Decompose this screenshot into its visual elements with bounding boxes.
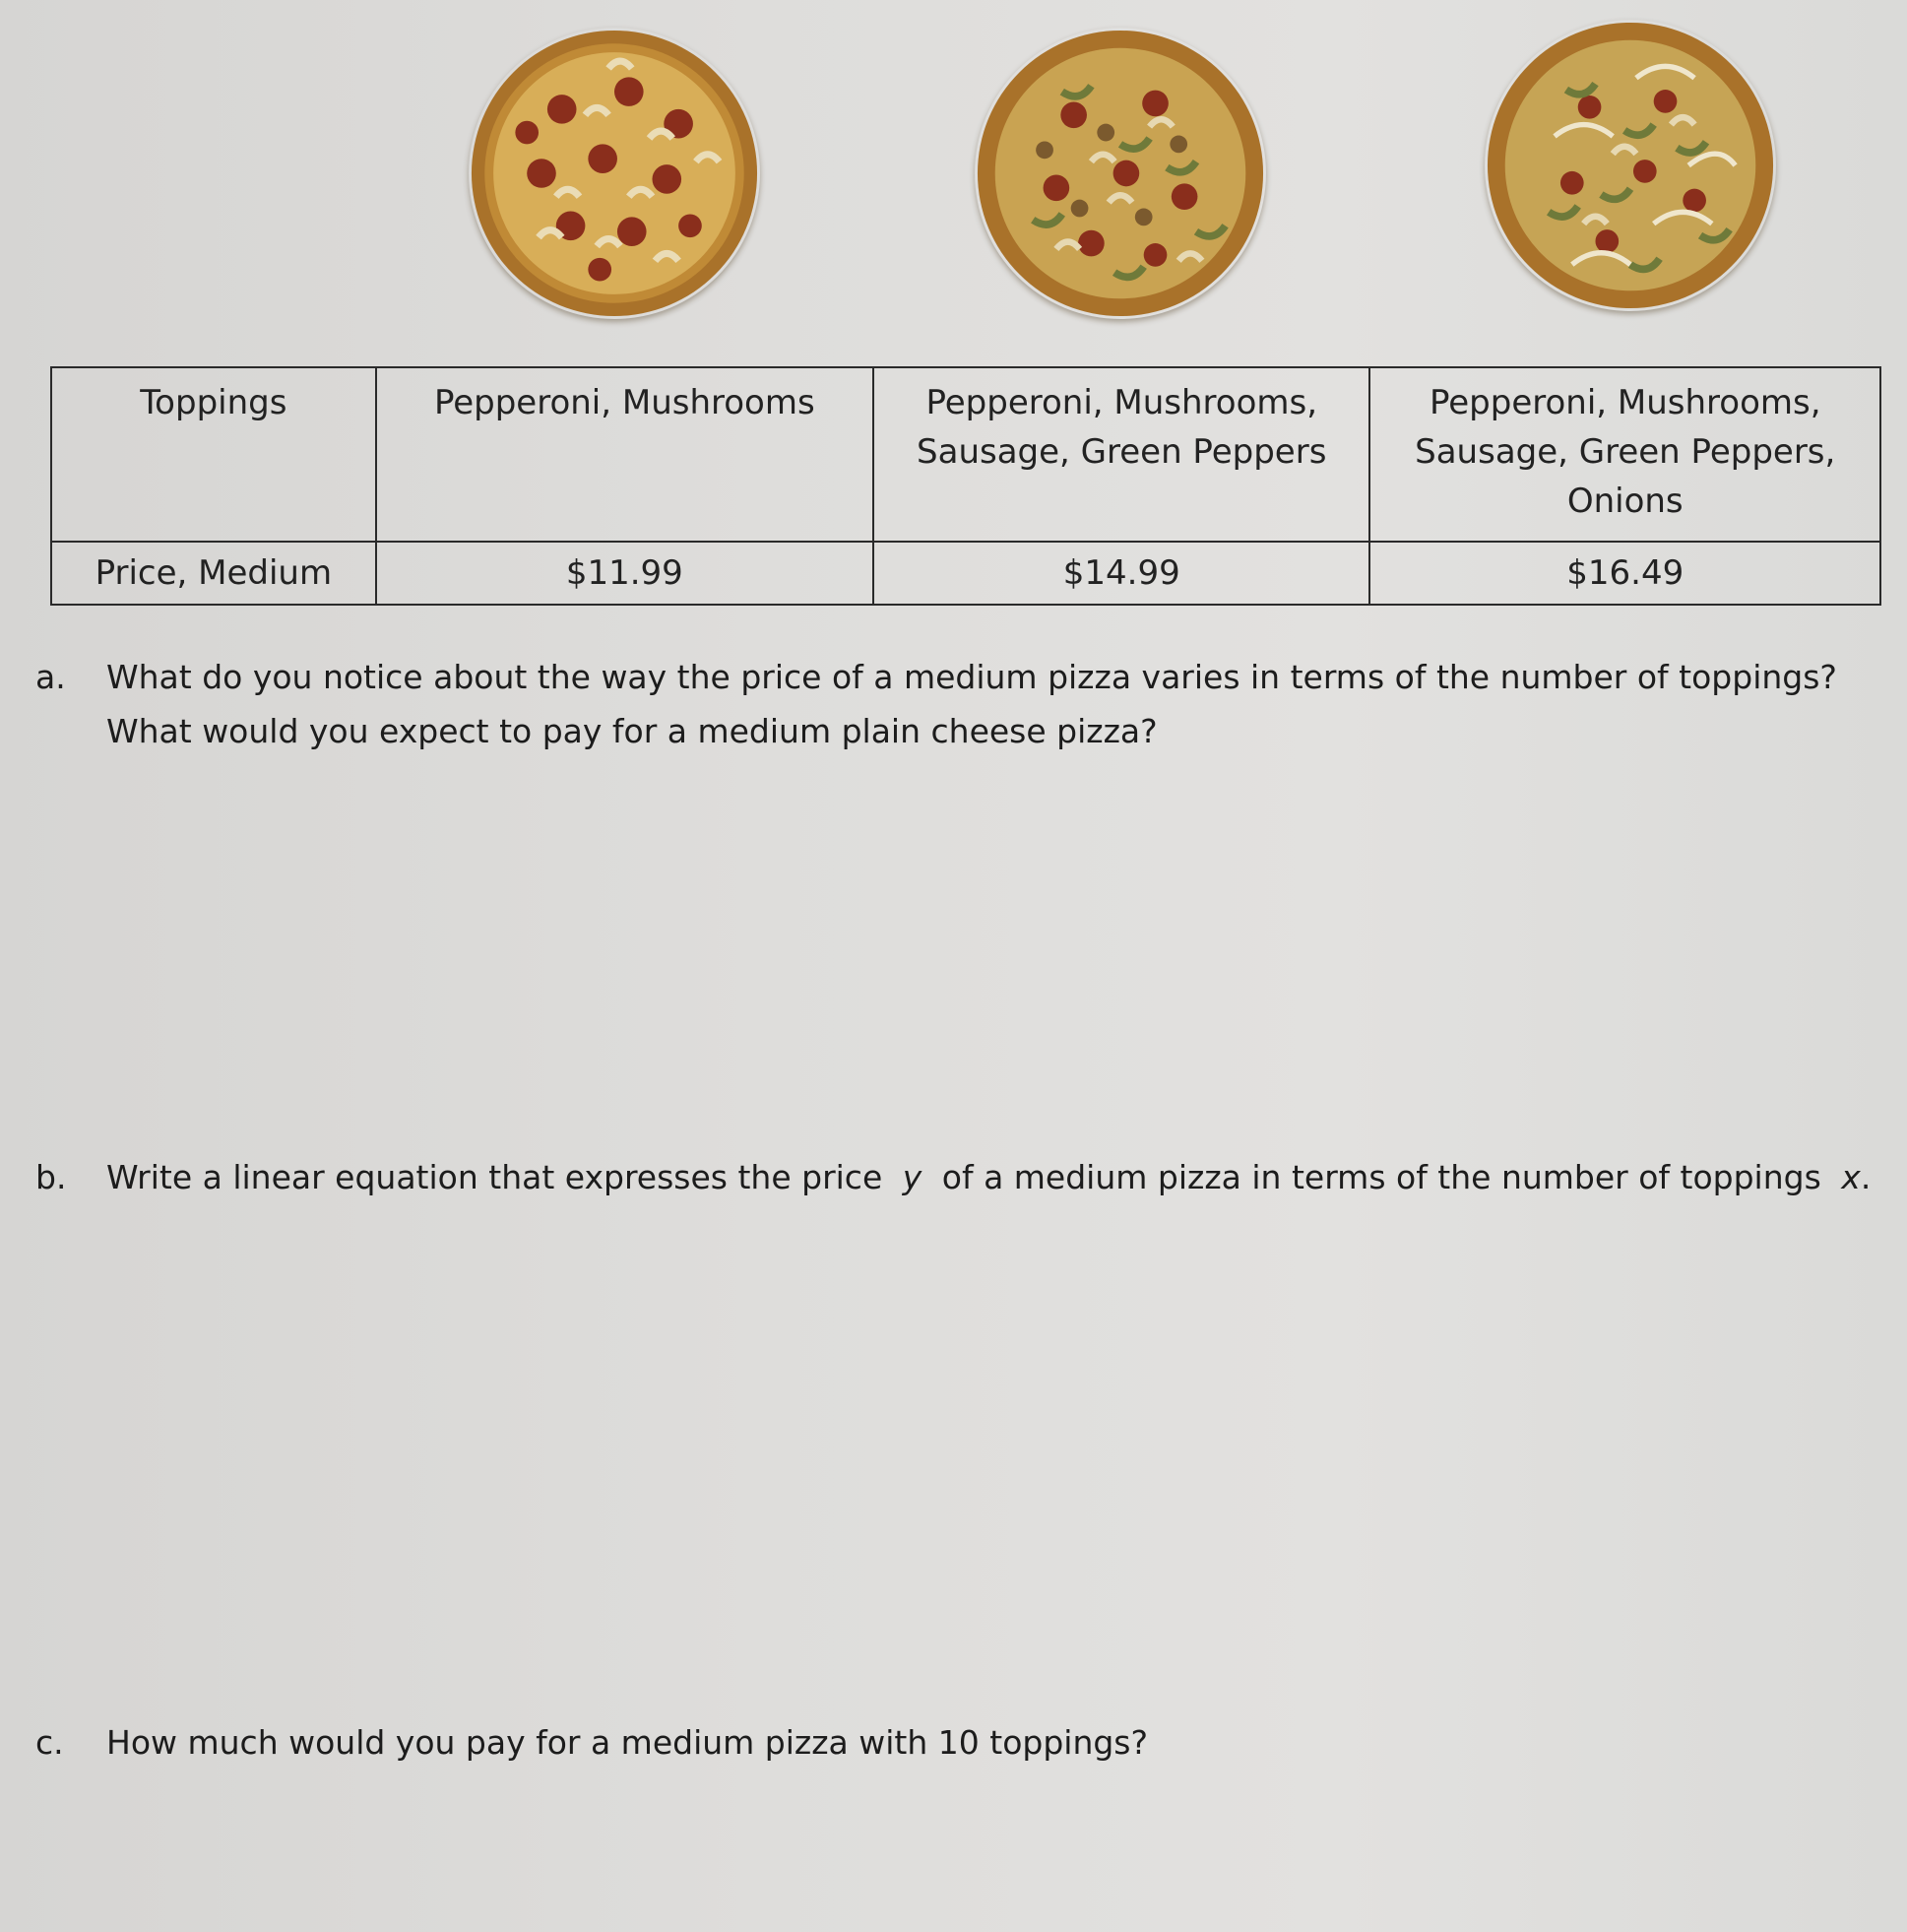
variable-x: x	[1841, 1158, 1861, 1196]
question-a-line2: What would you expect to pay for a medium plain cheese pizza?	[106, 712, 1158, 750]
pizza-five-topping-icon	[1485, 20, 1776, 311]
pizza-four-topping-icon	[975, 28, 1266, 319]
price-cell: $11.99	[376, 542, 873, 605]
toppings-cell: Pepperoni, Mushrooms, Sausage, Green Peppers, Onions	[1369, 367, 1880, 542]
question-a-line1: What do you notice about the way the price of a medium pizza varies in terms of the number of toppings?	[106, 658, 1837, 696]
table-row	[51, 367, 1880, 542]
table-row	[51, 542, 1880, 605]
row-header-toppings: Toppings	[51, 367, 376, 542]
question-b-text-middle: of a medium pizza in terms of the number of toppings	[941, 1158, 1821, 1196]
toppings-cell: Pepperoni, Mushrooms, Sausage, Green Peppers	[873, 367, 1370, 542]
question-c-text: How much would you pay for a medium pizza with 10 toppings?	[106, 1723, 1149, 1762]
question-letter: b.	[35, 1158, 67, 1196]
question-b-text-start: Write a linear equation that expresses the price	[106, 1158, 883, 1196]
pizza-pepperoni-mushroom-icon	[469, 28, 760, 319]
question-letter: c.	[35, 1723, 64, 1762]
row-header-price: Price, Medium	[51, 542, 376, 605]
question-letter: a.	[35, 658, 66, 696]
variable-y: y	[902, 1158, 922, 1196]
price-cell: $16.49	[1369, 542, 1880, 605]
topping-price-table	[50, 366, 1881, 606]
question-b-text-end: .	[1860, 1158, 1872, 1196]
toppings-cell: Pepperoni, Mushrooms	[376, 367, 873, 542]
price-cell: $14.99	[873, 542, 1370, 605]
